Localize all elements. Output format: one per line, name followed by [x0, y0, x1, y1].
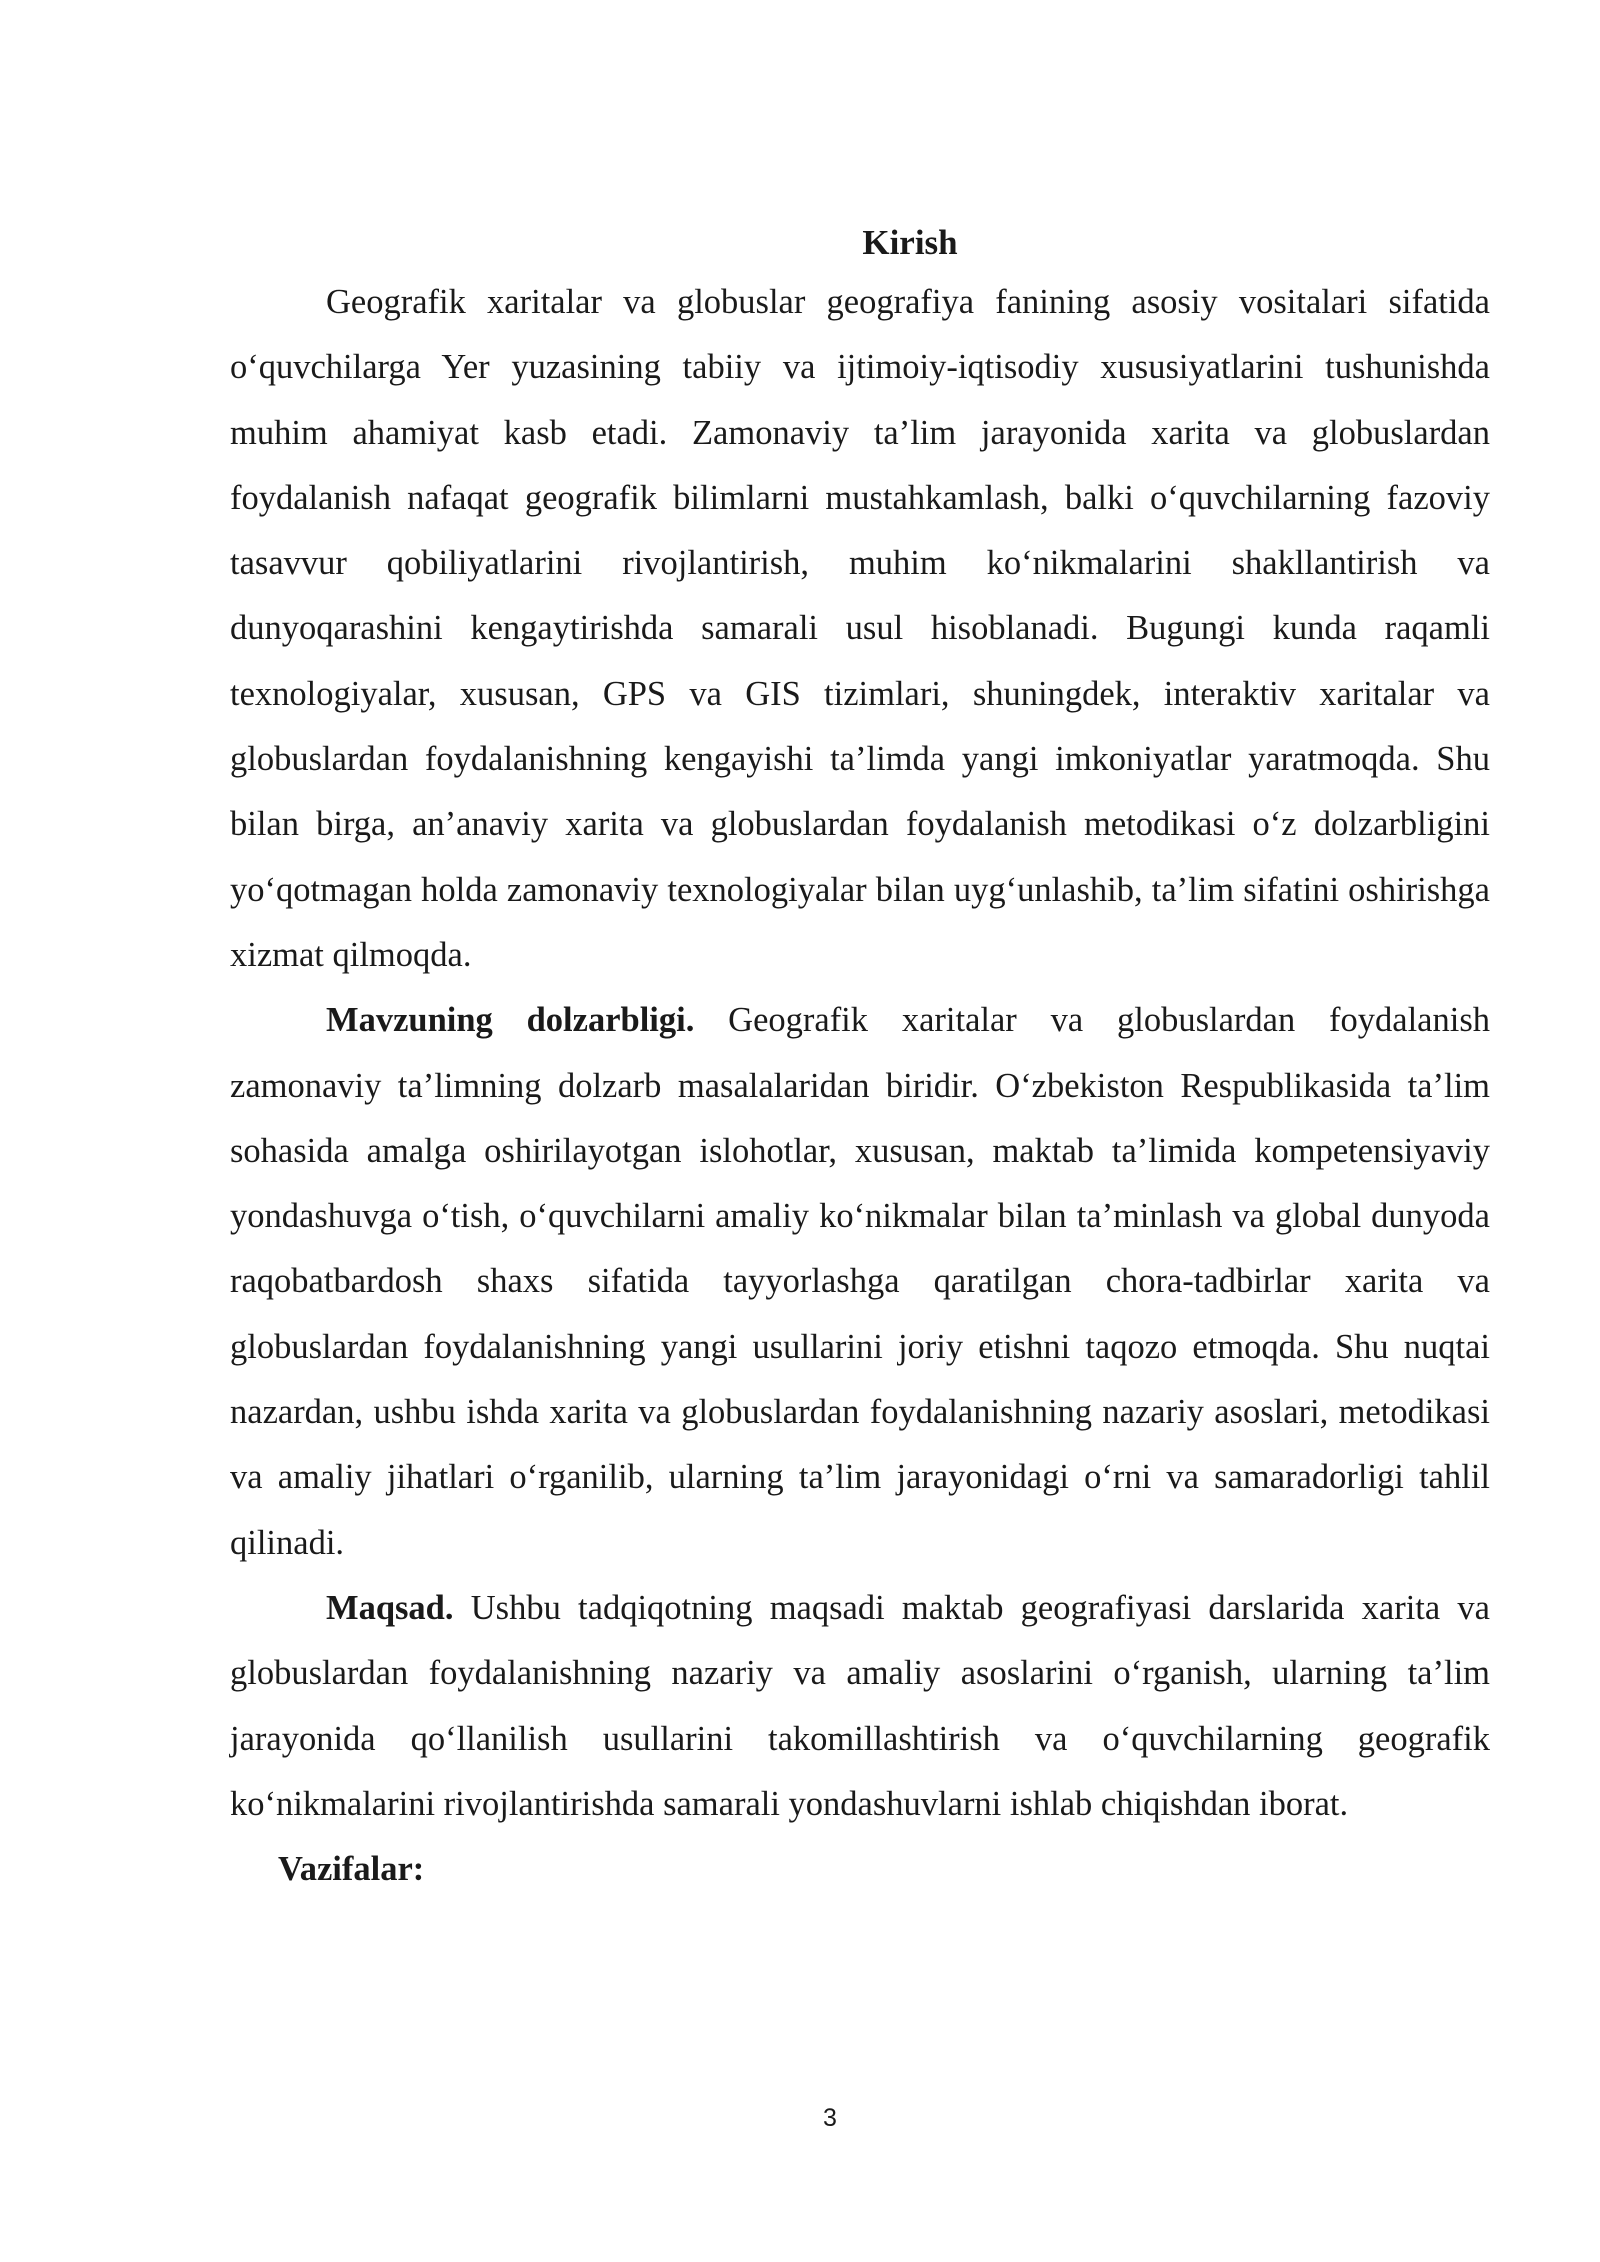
paragraph-intro — [230, 270, 1490, 988]
paragraph-text: Geografik xaritalar va globuslar geografiya fanining asosiy vositalari sifatida o‘quvchilarga Yer yuzasining tabiiy va ijtimoiy-iqtisodiy xususiyatlarini tushunishda muhim ahamiyat kasb etadi. Zamonaviy ta’lim jarayonida xarita va globuslardan foydalanish nafaqat geografik bilimlarni mustahkamlash, balki o‘quvchilarning fazoviy tasavvur qobiliyatlarini rivojlantirish, muhim ko‘nikmalarini shakllantirish va dunyoqarashini kengaytirishda samarali usul hisoblanadi. Bugungi kunda raqamli texnologiyalar, xususan, GPS va GIS tizimlari, shuningdek, interaktiv xaritalar va globuslardan foydalanishning kengayishi ta’limda yangi imkoniyatlar yaratmoqda. Shu bilan birga, an’anaviy xarita va globuslardan foydalanish metodikasi o‘z dolzarbligini yo‘qotmagan holda zamonaviy texnologiyalar bilan uyg‘unlashib, ta’lim sifatini oshirishga xizmat qilmoqda. — [230, 283, 1490, 974]
paragraph-goal — [230, 1576, 1490, 1837]
page-number: 3 — [823, 2104, 837, 2132]
paragraph-lead: Maqsad. — [326, 1588, 454, 1627]
paragraph-relevance — [230, 988, 1490, 1576]
tasks-heading: Vazifalar: — [278, 1850, 425, 1889]
paragraph-lead: Mavzuning dolzarbligi. — [326, 1001, 695, 1040]
paragraph-text: Geografik xaritalar va globuslardan foydalanish zamonaviy ta’limning dolzarb masalalaridan biridir. O‘zbekiston Respublikasida ta’lim sohasida amalga oshirilayotgan islohotlar, xususan, maktab ta’limida kompetensiyaviy yondashuvga o‘tish, o‘quvchilarni amaliy ko‘nikmalar bilan ta’minlash va global dunyoda raqobatbardosh shaxs sifatida tayyorlashga qaratilgan chora-tadbirlar xarita va globuslardan foydalanishning yangi usullarini joriy etishni taqozo etmoqda. Shu nuqtai nazardan, ushbu ishda xarita va globuslardan foydalanishning nazariy asoslari, metodikasi va amaliy jihatlari o‘rganilib, ularning ta’lim jarayonidagi o‘rni va samaradorligi tahlil qilinadi. — [230, 1001, 1490, 1562]
paragraph-text: Ushbu tadqiqotning maqsadi maktab geografiyasi darslarida xarita va globuslardan foydalanishning nazariy va amaliy asoslarini o‘rganish, ularning ta’lim jarayonida qo‘llanilish usullarini takomillashtirish va o‘quvchilarning geografik ko‘nikmalarini rivojlantirishda samarali yondashuvlarni ishlab chiqishdan iborat. — [230, 1588, 1490, 1823]
document-page — [230, 215, 1490, 1902]
page-title: Kirish — [862, 223, 958, 262]
